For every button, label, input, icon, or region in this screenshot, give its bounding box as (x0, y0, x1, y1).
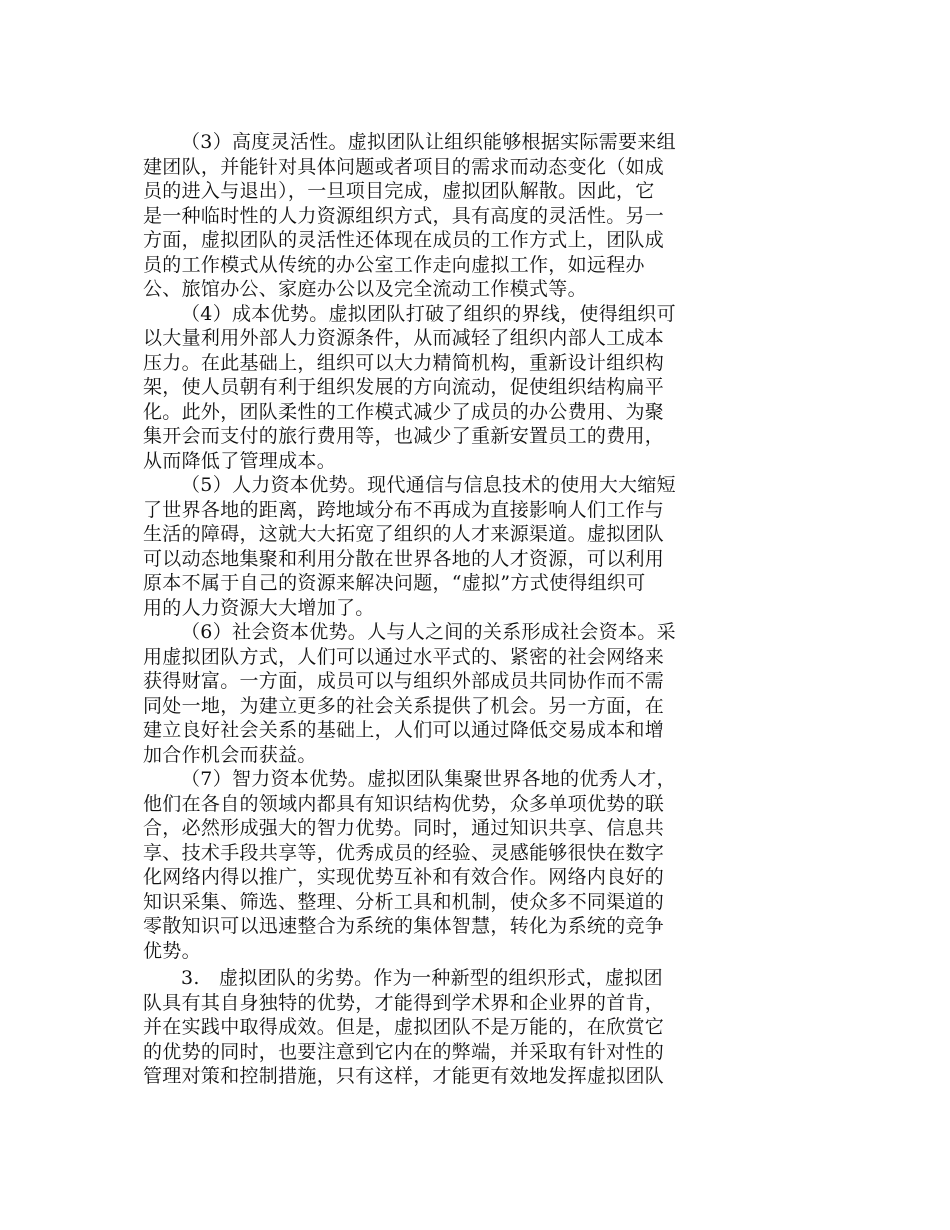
section-3-line-2: 队具有其自身独特的优势，才能得到学术界和企业界的首肯， (143, 991, 665, 1014)
paragraph-3-line-4: 是一种临时性的人力资源组织方式，具有高度的灵活性。另一 (143, 204, 665, 227)
section-3-line-4: 的优势的同时，也要注意到它内在的弊端，并采取有针对性的 (143, 1040, 665, 1063)
paragraph-4-line-7: 从而降低了管理成本。 (143, 449, 337, 472)
paragraph-3-line-6: 员的工作模式从传统的办公室工作走向虚拟工作，如远程办 (143, 253, 645, 276)
paragraph-7-line-1: （7）智力资本优势。虚拟团队集聚世界各地的优秀人才， (181, 768, 676, 790)
paragraph-5-line-6: 用的人力资源大大增加了。 (143, 596, 375, 619)
paragraph-5-line-1: （5）人力资本优势。现代通信与信息技术的使用大大缩短 (181, 474, 676, 496)
section-3-line-5: 管理对策和控制措施，只有这样，才能更有效地发挥虚拟团队 (143, 1065, 665, 1087)
section-3-line-1: 3. 虚拟团队的劣势。作为一种新型的组织形式，虚拟团 (181, 967, 663, 989)
paragraph-5-line-2: 了世界各地的距离，跨地域分布不再成为直接影响人们工作与 (143, 498, 665, 521)
paragraph-4-line-1: （4）成本优势。虚拟团队打破了组织的界线，使得组织可 (181, 302, 676, 325)
paragraph-7-line-7: 零散知识可以迅速整合为系统的集体智慧，转化为系统的竞争 (143, 915, 665, 937)
paragraph-6-line-2: 用虚拟团队方式，人们可以通过水平式的、紧密的社会网络来 (143, 645, 665, 668)
paragraph-7-line-6: 知识采集、筛选、整理、分析工具和机制，使众多不同渠道的 (143, 890, 665, 913)
paragraph-7-line-3: 合，必然形成强大的智力优势。同时，通过知识共享、信息共 (143, 817, 665, 839)
paragraph-5-line-4: 可以动态地集聚和利用分散在世界各地的人才资源，可以利用 (143, 547, 665, 570)
paragraph-5-line-5: 原本不属于自己的资源来解决问题，“虚拟”方式使得组织可 (143, 572, 646, 594)
paragraph-7-line-2: 他们在各自的领域内都具有知识结构优势，众多单项优势的联 (143, 792, 665, 815)
paragraph-6-line-6: 加合作机会而获益。 (143, 743, 317, 766)
paragraph-3-line-2: 建团队，并能针对具体问题或者项目的需求而动态变化（如成 (143, 155, 665, 178)
section-3-line-3: 并在实践中取得成效。但是，虚拟团队不是万能的，在欣赏它 (143, 1016, 665, 1038)
paragraph-7-line-8: 优势。 (143, 939, 201, 962)
paragraph-5-line-3: 生活的障碍，这就大大拓宽了组织的人才来源渠道。虚拟团队 (143, 523, 665, 545)
paragraph-3-line-5: 方面，虚拟团队的灵活性还体现在成员的工作方式上，团队成 (143, 229, 665, 251)
paragraph-3-line-7: 公、旅馆办公、家庭办公以及完全流动工作模式等。 (143, 278, 587, 300)
paragraph-4-line-3: 压力。在此基础上，组织可以大力精简机构，重新设计组织构 (143, 351, 665, 374)
paragraph-3-line-1: （3）高度灵活性。虚拟团队让组织能够根据实际需要来组 (181, 131, 676, 153)
paragraph-7-line-4: 享、技术手段共享等，优秀成员的经验、灵感能够很快在数字 (143, 841, 665, 864)
paragraph-6-line-5: 建立良好社会关系的基础上，人们可以通过降低交易成本和增 (143, 719, 665, 741)
paragraph-6-line-1: （6）社会资本优势。人与人之间的关系形成社会资本。采 (181, 621, 676, 643)
paragraph-4-line-4: 架，使人员朝有利于组织发展的方向流动，促使组织结构扁平 (143, 376, 665, 398)
paragraph-6-line-4: 同处一地，为建立更多的社会关系提供了机会。另一方面，在 (143, 694, 665, 717)
paragraph-3-line-3: 员的进入与退出），一旦项目完成，虚拟团队解散。因此，它 (143, 180, 655, 202)
document-body (143, 130, 743, 1089)
paragraph-6-line-3: 获得财富。一方面，成员可以与组织外部成员共同协作而不需 (143, 670, 665, 692)
paragraph-4-line-2: 以大量利用外部人力资源条件，从而减轻了组织内部人工成本 (143, 327, 665, 349)
paragraph-4-line-5: 化。此外，团队柔性的工作模式减少了成员的办公费用、为聚 (143, 400, 665, 423)
paragraph-7-line-5: 化网络内得以推广，实现优势互补和有效合作。网络内良好的 (143, 866, 665, 888)
paragraph-4-line-6: 集开会而支付的旅行费用等，也减少了重新安置员工的费用， (143, 425, 665, 447)
